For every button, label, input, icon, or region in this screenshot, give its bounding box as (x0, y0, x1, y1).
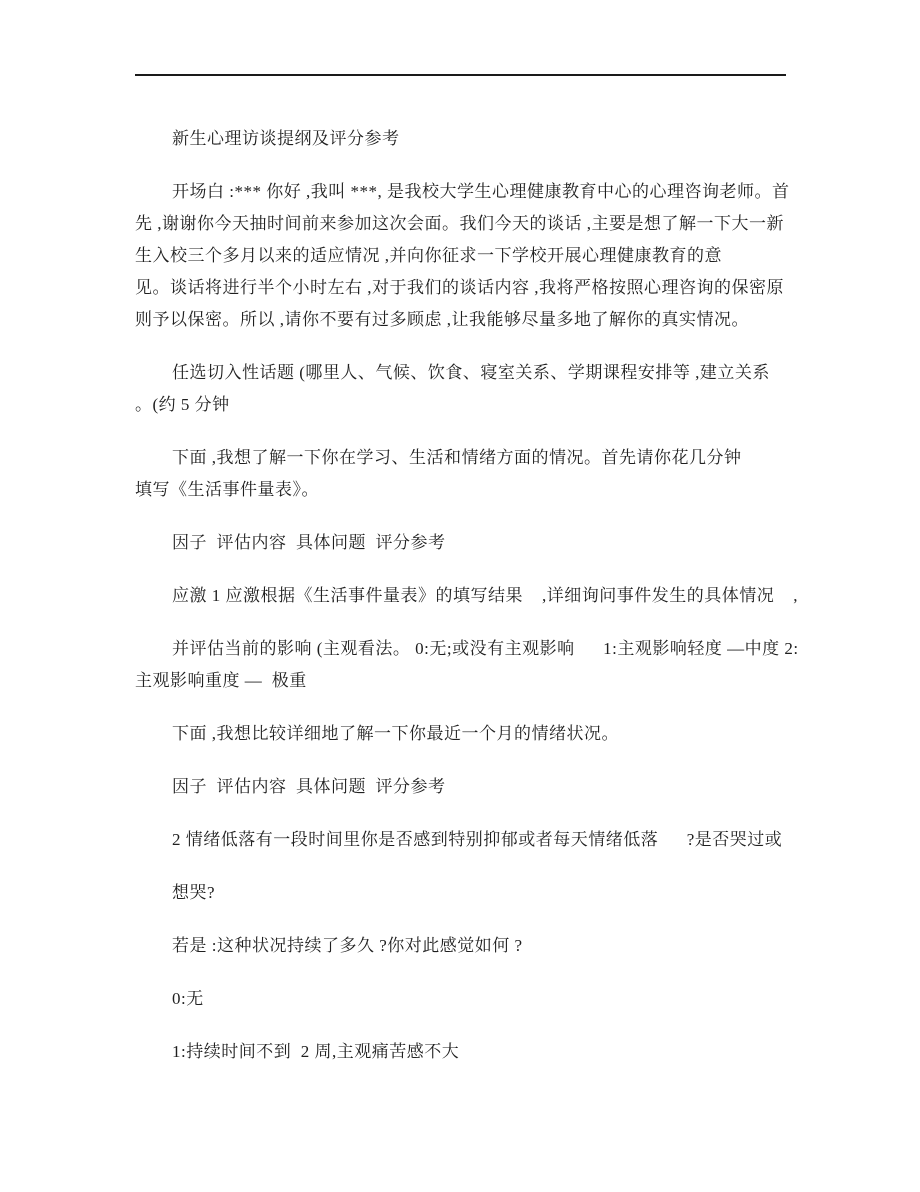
text-line: 开场白 :*** 你好 ,我叫 ***, 是我校大学生心理健康教育中心的心理咨询老师。首 (172, 182, 790, 201)
top-divider-rule (135, 74, 786, 76)
text-line: 若是 :这种状况持续了多久 ?你对此感觉如何 ? (172, 936, 523, 955)
text-line: 想哭? (172, 883, 216, 902)
text-line: 生入校三个多月以来的适应情况 ,并向你征求一下学校开展心理健康教育的意 (135, 246, 722, 265)
text-line: 先 ,谢谢你今天抽时间前来参加这次会面。我们今天的谈话 ,主要是想了解一下大一新 (135, 214, 784, 233)
text-line: 因子 评估内容 具体问题 评分参考 (172, 777, 446, 796)
text-line: 见。谈话将进行半个小时左右 ,对于我们的谈话内容 ,我将严格按照心理咨询的保密原 (135, 278, 784, 297)
text-line: 任选切入性话题 (哪里人、气候、饮食、寝室关系、学期课程安排等 ,建立关系 (172, 363, 770, 382)
text-line: 2 情绪低落有一段时间里你是否感到特别抑郁或者每天情绪低落 ?是否哭过或 (172, 830, 783, 849)
text-line: 下面 ,我想比较详细地了解一下你最近一个月的情绪状况。 (172, 724, 619, 743)
text-line: 则予以保密。所以 ,请你不要有过多顾虑 ,让我能够尽量多地了解你的真实情况。 (135, 310, 749, 329)
document-content (135, 127, 860, 1063)
text-line: 应激 1 应激根据《生活事件量表》的填写结果 ,详细询问事件发生的具体情况 , (172, 586, 798, 605)
text-line: 并评估当前的影响 (主观看法。 0:无;或没有主观影响 1:主观影响轻度 —中度 2: (172, 639, 799, 658)
text-line: 主观影响重度 — 极重 (135, 671, 307, 690)
document-body (135, 180, 860, 1063)
text-line: 。(约 5 分钟 (135, 395, 230, 414)
text-line: 因子 评估内容 具体问题 评分参考 (172, 533, 446, 552)
text-line: 填写《生活事件量表》。 (135, 480, 319, 499)
text-line: 下面 ,我想了解一下你在学习、生活和情绪方面的情况。首先请你花几分钟 (172, 448, 742, 467)
text-line: 1:持续时间不到 2 周,主观痛苦感不大 (172, 1042, 460, 1061)
text-line: 0:无 (172, 989, 204, 1008)
document-title: 新生心理访谈提纲及评分参考 (172, 129, 400, 148)
